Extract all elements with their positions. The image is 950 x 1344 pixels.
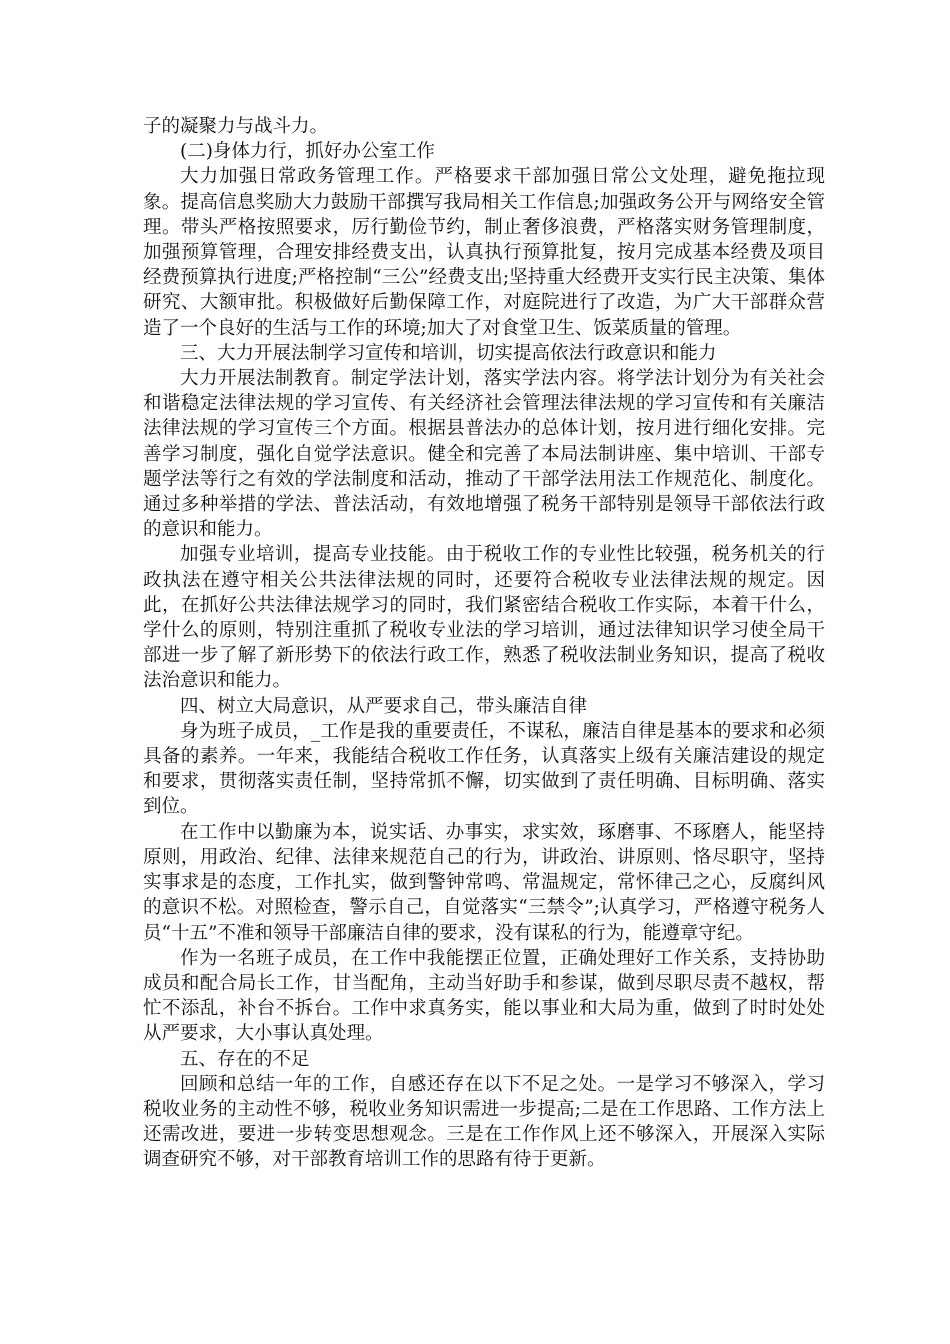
document-page: [143, 114, 825, 1173]
paragraph-diligence: 在工作中以勤廉为本，说实话、办事实，求实效，琢磨事、不琢磨人，能坚持原则，用政治、纪律、法律来规范自己的行为，讲政治、讲原则、恪尽职守，坚持实事求是的态度，工作扎实，做到警钟常鸣、常温规定，常怀律己之心，反腐纠风的意识不松。对照检查，警示自己，自觉落实“三禁令”;认真学习，严格遵守税务人员“十五”不准和领导干部廉洁自律的要求，没有谋私的行为，能遵章守纪。: [143, 821, 825, 944]
paragraph-continuation: 子的凝聚力与战斗力。: [143, 116, 329, 137]
paragraph-shortcomings: 回顾和总结一年的工作，自感还存在以下不足之处。一是学习不够深入，学习税收业务的主动性不够，税收业务知识需进一步提高;二是在工作思路、工作方法上还需改进，要进一步转变思想观念。三是在工作作风上还不够深入，开展深入实际调查研究不够，对干部教育培训工作的思路有待于更新。: [143, 1073, 825, 1171]
section-heading-integrity: 四、树立大局意识，从严要求自己，带头廉洁自律: [180, 695, 588, 717]
paragraph-responsibility: 身为班子成员，_工作是我的重要责任，不谋私，廉洁自律是基本的要求和必须具备的素养。一年来，我能结合税收工作任务，认真落实上级有关廉洁建设的规定和要求，贯彻落实责任制，坚持常抓不懈，切实做到了责任明确、目标明确、落实到位。: [143, 720, 825, 818]
paragraph-administration: 大力加强日常政务管理工作。严格要求干部加强日常公文处理，避免拖拉现象。提高信息奖励大力鼓励干部撰写我局相关工作信息;加强政务公开与网络安全管理。带头严格按照要求，厉行勤俭节约，制止奢侈浪费，严格落实财务管理制度，加强预算管理，合理安排经费支出，认真执行预算批复，按月完成基本经费及项目经费预算执行进度;严格控制“三公”经费支出;坚持重大经费开支实行民主决策、集体研究、大额审批。积极做好后勤保障工作，对庭院进行了改造，为广大干部群众营造了一个良好的生活与工作的环境;加大了对食堂卫生、饭菜质量的管理。: [143, 166, 825, 339]
section-heading-shortcomings: 五、存在的不足: [180, 1048, 310, 1070]
paragraph-professional-training: 加强专业培训，提高专业技能。由于税收工作的专业性比较强，税务机关的行政执法在遵守相关公共法律法规的同时，还要符合税收专业法律法规的规定。因此，在抓好公共法律法规学习的同时，我们紧密结合税收工作实际，本着干什么，学什么的原则，特别注重抓了税收专业法的学习培训，通过法律知识学习使全局干部进一步了解了新形势下的依法行政工作，熟悉了税收法制业务知识，提高了税收法治意识和能力。: [143, 544, 825, 692]
paragraph-team-member: 作为一名班子成员，在工作中我能摆正位置，正确处理好工作关系，支持协助成员和配合局长工作，甘当配角，主动当好助手和参谋，做到尽职尽责不越权，帮忙不添乱，补台不拆台。工作中求真务实，能以事业和大局为重，做到了时时处处从严要求，大小事认真处理。: [143, 947, 825, 1045]
paragraph-legal-education: 大力开展法制教育。制定学法计划，落实学法内容。将学法计划分为有关社会和谐稳定法律法规的学习宣传、有关经济社会管理法律法规的学习宣传和有关廉洁法律法规的学习宣传三个方面。根据县普法办的总体计划，按月进行细化安排。完善学习制度，强化自觉学法意识。健全和完善了本局法制讲座、集中培训、干部专题学法等行之有效的学法制度和活动，推动了干部学法用法工作规范化、制度化。通过多种举措的学法、普法活动，有效地增强了税务干部特别是领导干部依法行政的意识和能力。: [143, 368, 825, 541]
section-heading-office-work: (二)身体力行，抓好办公室工作: [180, 141, 435, 163]
section-heading-legal-training: 三、大力开展法制学习宣传和培训，切实提高依法行政意识和能力: [180, 342, 717, 364]
